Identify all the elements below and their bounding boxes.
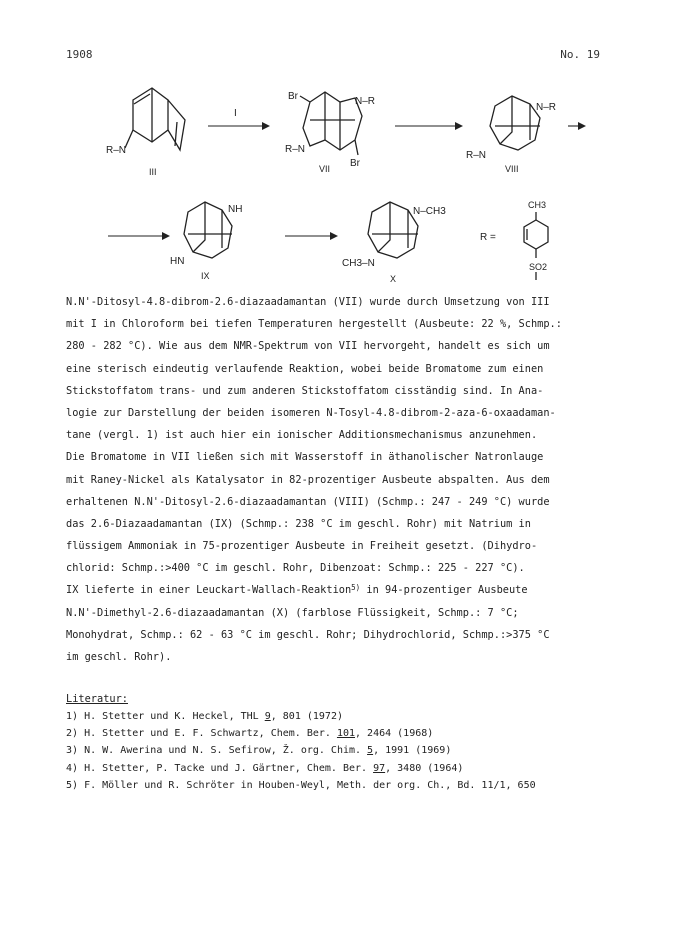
reference-tail: , 2464 (1968) — [355, 728, 434, 740]
body-line: im geschl. Rohr). — [66, 651, 172, 663]
body-line: Die Bromatome in VII ließen sich mit Wasserstoff in äthanolischer Natronlauge — [66, 451, 544, 464]
body-line: mit Raney-Nickel als Katalysator in 82-prozentiger Ausbeute abspalten. Aus dem — [66, 473, 550, 486]
body-line: 280 - 282 °C). Wie aus dem NMR-Spektrum von VII hervorgeht, handelt es sich um — [66, 340, 550, 353]
r-definition — [480, 200, 548, 280]
reference-text: H. Stetter und K. Heckel, THL — [84, 711, 265, 722]
reference-item — [66, 742, 636, 759]
body-line: mit I in Chloroform bei tiefen Temperaturen hergestellt (Ausbeute: 22 %, Schmp.: — [66, 318, 562, 331]
compound-x-n-top: N–CH3 — [413, 206, 446, 217]
reference-text: N. W. Awerina und N. S. Sefirow, Ž. org. Chim. — [84, 745, 368, 757]
reference-text: F. Möller und R. Schröter in Houben-Weyl, Meth. der org. Ch., Bd. 11/1, 650 — [84, 779, 536, 791]
body-text — [66, 291, 626, 668]
compound-x — [342, 202, 446, 284]
tosyl-ch3: CH3 — [528, 200, 547, 210]
reaction-arrow-5 — [285, 232, 338, 240]
reference-item — [66, 708, 636, 725]
reaction-arrow-1 — [208, 108, 270, 130]
issue-number: No. 19 — [560, 48, 600, 61]
body-line: Stickstoffatom trans- und zum anderen Stickstoffatom cisständig sind. In Ana- — [66, 384, 544, 397]
compound-viii-n-bottom: R–N — [466, 150, 487, 161]
compound-vii-br-bottom: Br — [350, 158, 360, 169]
reference-item — [66, 760, 636, 777]
body-line: logie zur Darstellung der beiden isomeren N-Tosyl-4.8-dibrom-2-aza-6-oxaadaman- — [66, 406, 556, 419]
compound-viii-n-top: N–R — [536, 102, 557, 113]
reference-volume: 101 — [336, 728, 356, 740]
compound-vii-n-top: N–R — [355, 96, 376, 107]
body-line-with-footnote — [66, 579, 626, 601]
body-line: chlorid: Schmp.:>400 °C im geschl. Rohr, Dibenzoat: Schmp.: 225 - 227 °C). — [66, 562, 525, 575]
reference-volume: 9 — [264, 711, 271, 722]
page-number: 1908 — [66, 48, 93, 61]
r-equals: R = — [480, 232, 496, 243]
body-line: Monohydrat, Schmp.: 62 - 63 °C im geschl. Rohr; Dihydrochlorid, Schmp.:>375 °C — [66, 628, 550, 641]
compound-vii-label: VII — [319, 164, 331, 174]
compound-ix-label: IX — [201, 271, 210, 281]
reference-item — [66, 725, 636, 742]
reference-number: 3) — [66, 745, 79, 757]
compound-x-n-bottom: CH3–N — [342, 258, 375, 269]
body-line: eine sterisch eindeutig verlaufende Reaktion, wobei beide Bromatome zum einen — [66, 362, 544, 375]
compound-iii-substituent: R–N — [106, 145, 127, 156]
body-line: flüssigem Ammoniak in 75-prozentiger Ausbeute in Freiheit gesetzt. (Dihydro- — [66, 540, 538, 553]
reference-number: 4) — [66, 762, 79, 774]
body-line-continuation: in 94-prozentiger Ausbeute — [360, 584, 528, 597]
reference-item — [66, 777, 636, 794]
compound-iii-label: III — [149, 167, 157, 177]
footnote-mark: 5) — [351, 583, 361, 593]
reaction-arrow-4 — [108, 232, 170, 240]
literature-heading: Literatur: — [66, 693, 128, 705]
reference-text: H. Stetter und E. F. Schwartz, Chem. Ber. — [84, 728, 337, 740]
body-line: N.N'-Ditosyl-4.8-dibrom-2.6-diazaadamantan (VII) wurde durch Umsetzung von III — [66, 296, 550, 308]
reference-number: 2) — [66, 728, 79, 740]
reaction-scheme — [0, 0, 680, 300]
reaction-arrow-2 — [395, 122, 463, 130]
compound-viii — [466, 96, 556, 174]
compound-iii — [106, 88, 185, 177]
literature-section — [66, 690, 636, 794]
compound-ix-n-top: NH — [228, 204, 243, 215]
tosyl-so2: SO2 — [529, 262, 548, 272]
arrow-reagent-label: I — [234, 108, 237, 119]
body-line: N.N'-Dimethyl-2.6-diazaadamantan (X) (farblose Flüssigkeit, Schmp.: 7 °C; — [66, 606, 519, 619]
compound-viii-label: VIII — [505, 164, 519, 174]
body-line: erhaltenen N.N'-Ditosyl-2.6-diazaadamantan (VIII) (Schmp.: 247 - 249 °C) wurde — [66, 495, 550, 508]
reference-volume: 97 — [373, 762, 386, 774]
reference-tail: , 3480 (1964) — [385, 762, 464, 774]
body-line-text: IX lieferte in einer Leuckart-Wallach-Reaktion — [66, 584, 352, 597]
compound-vii-br-top: Br — [288, 91, 298, 102]
body-line: tane (vergl. 1) ist auch hier ein ionischer Additionsmechanismus anzunehmen. — [66, 429, 538, 442]
reference-text: H. Stetter, P. Tacke und J. Gärtner, Chem. Ber. — [84, 762, 374, 774]
reference-tail: , 1991 (1969) — [373, 745, 452, 757]
reference-number: 1) — [66, 711, 79, 722]
reference-number: 5) — [66, 779, 79, 791]
compound-vii — [285, 91, 375, 174]
compound-vii-n-bottom: R–N — [285, 144, 306, 155]
compound-x-label: X — [390, 274, 397, 284]
body-line: das 2.6-Diazaadamantan (IX) (Schmp.: 238 °C im geschl. Rohr) mit Natrium in — [66, 517, 531, 530]
reference-tail: , 801 (1972) — [270, 711, 343, 722]
compound-ix — [170, 202, 242, 281]
reaction-arrow-3 — [568, 122, 586, 130]
reference-volume: 5 — [367, 745, 374, 757]
compound-ix-n-bottom: HN — [170, 256, 185, 267]
